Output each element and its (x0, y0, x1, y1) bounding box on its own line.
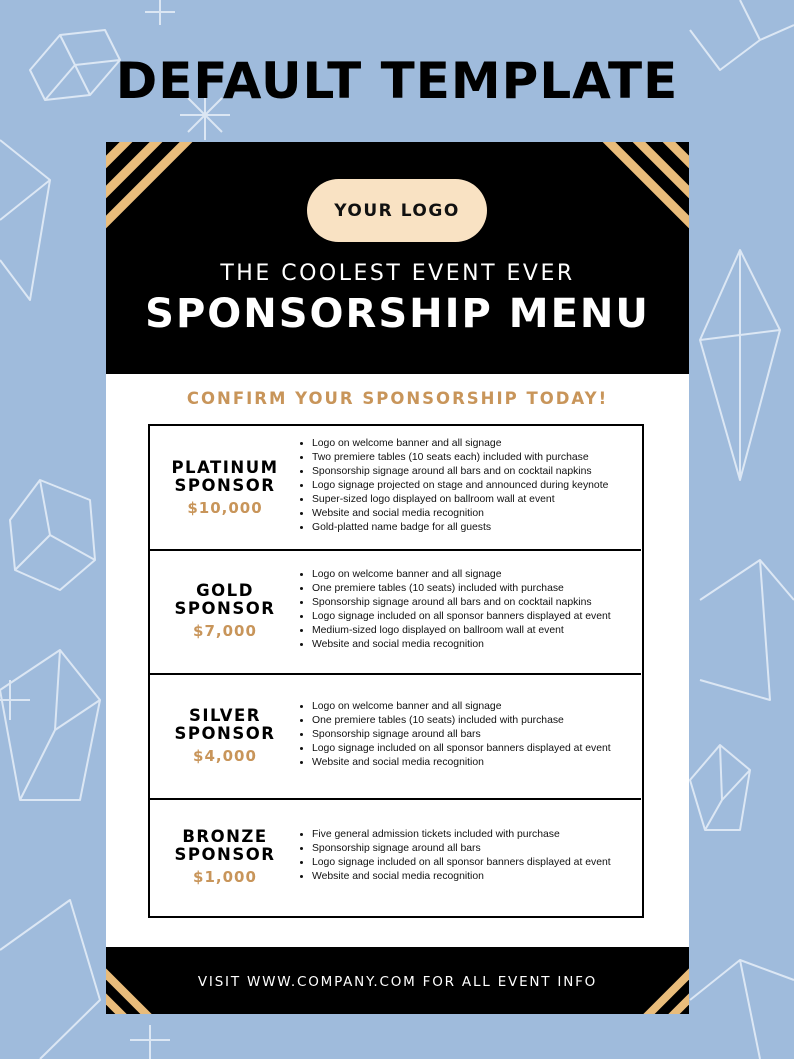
benefit-item: • Website and social media recognition (312, 638, 611, 652)
benefit-item: • Logo signage included on all sponsor banners displayed at event (312, 742, 611, 756)
footer-website-text: VISIT WWW.COMPANY.COM FOR ALL EVENT INFO (197, 974, 598, 990)
benefit-item: • Logo signage included on all sponsor banners displayed at event (312, 856, 611, 870)
tier-name-line2: SPONSOR (174, 723, 276, 743)
tier-name-line1: SILVER (188, 705, 261, 725)
benefit-item: • Sponsorship signage around all bars (312, 842, 611, 856)
page-heading: DEFAULT TEMPLATE (115, 52, 679, 110)
tier-price: $10,000 (187, 498, 263, 517)
tier-label (150, 673, 300, 798)
tier-name (155, 828, 295, 864)
benefit-item: • Sponsorship signage around all bars and on cocktail napkins (312, 596, 611, 610)
footer-band (106, 947, 689, 1014)
menu-title: SPONSORSHIP MENU (145, 291, 650, 337)
confirm-callout: CONFIRM YOUR SPONSORSHIP TODAY! (186, 389, 609, 408)
corner-stripes-top-left (106, 142, 216, 242)
benefit-item: • Website and social media recognition (312, 870, 611, 884)
benefit-item: • Website and social media recognition (312, 507, 608, 521)
tier-name-line1: GOLD (196, 581, 254, 600)
tier-gold (150, 549, 641, 675)
benefit-item: • Two premiere tables (10 seats each) included with purchase (312, 451, 608, 465)
tier-name-line2: SPONSOR (174, 844, 276, 864)
benefit-item: • Logo on welcome banner and all signage (312, 700, 611, 714)
benefit-list (300, 828, 611, 915)
gem-outline (0, 140, 50, 300)
gem-outline (690, 745, 750, 830)
benefit-item: • Medium-sized logo displayed on ballroom wall at event (312, 624, 611, 638)
logo-placeholder: YOUR LOGO (307, 179, 487, 242)
benefit-item: • Logo signage included on all sponsor banners displayed at event (312, 610, 611, 624)
tier-price: $4,000 (193, 746, 257, 765)
tier-name (155, 459, 295, 495)
benefit-item: • Gold-platted name badge for all guests (312, 521, 608, 535)
header-band (106, 142, 689, 374)
sparkle-outline (145, 0, 175, 25)
tier-name-line2: SPONSOR (174, 599, 276, 618)
gem-outline (690, 960, 794, 1059)
benefit-item: • One premiere tables (10 seats) included with purchase (312, 582, 611, 596)
event-subtitle: THE COOLEST EVENT EVER (220, 261, 575, 286)
benefit-item: • Sponsorship signage around all bars (312, 728, 611, 742)
tier-name-line1: BRONZE (182, 826, 268, 846)
tier-name-line1: PLATINUM (171, 457, 279, 477)
benefit-item: • Logo signage projected on stage and announced during keynote (312, 479, 608, 493)
benefit-item: • Website and social media recognition (312, 756, 611, 770)
benefit-item: • Logo on welcome banner and all signage (312, 437, 608, 451)
gem-outline (0, 650, 100, 800)
tier-table (148, 424, 644, 918)
tier-label (150, 549, 300, 673)
sparkle-outline (130, 1025, 170, 1059)
benefit-item: • Five general admission tickets included with purchase (312, 828, 611, 842)
gem-outline (10, 480, 95, 590)
benefit-item: • Super-sized logo displayed on ballroom wall at event (312, 493, 608, 507)
tier-platinum (150, 426, 641, 551)
corner-stripes-top-right (579, 142, 689, 242)
benefit-list (300, 437, 608, 549)
tier-name (155, 582, 295, 618)
sponsorship-flyer (106, 142, 689, 1014)
tier-name-line2: SPONSOR (174, 475, 276, 495)
benefit-item: • Sponsorship signage around all bars and on cocktail napkins (312, 465, 608, 479)
tier-label (150, 798, 300, 915)
benefit-item: • One premiere tables (10 seats) included with purchase (312, 714, 611, 728)
tier-price: $7,000 (193, 622, 257, 640)
tier-label (150, 426, 300, 549)
benefit-item: • Logo on welcome banner and all signage (312, 568, 611, 582)
benefit-list (300, 568, 611, 673)
tier-silver (150, 673, 641, 800)
tier-price: $1,000 (193, 867, 257, 886)
benefit-list (300, 700, 611, 798)
gem-outline (700, 560, 794, 700)
tier-name (155, 707, 295, 743)
tier-bronze (150, 798, 641, 915)
gem-outline (0, 900, 100, 1059)
gem-outline (700, 250, 780, 480)
